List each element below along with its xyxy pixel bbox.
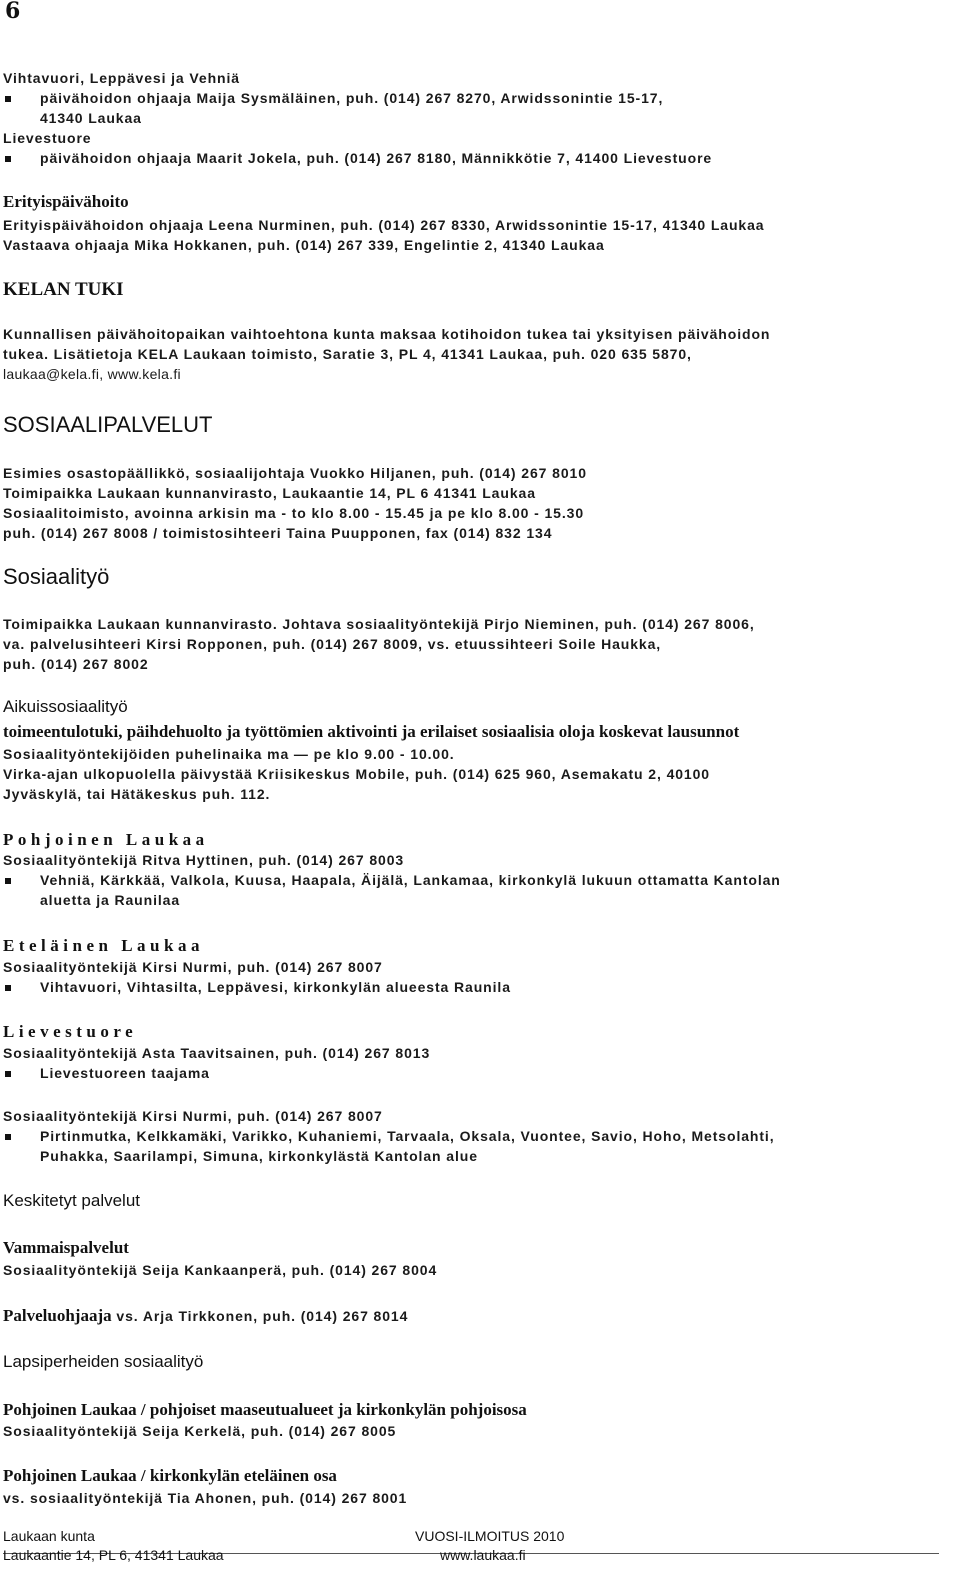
- text-line: Sosiaalityöntekijä Seija Kankaanperä, puh. (014) 267 8004: [3, 1262, 438, 1278]
- text-line: tukea. Lisätietoja KELA Laukaan toimisto, Saratie 3, PL 4, 41341 Laukaa, puh. 020 635 5870,: [3, 346, 692, 362]
- section-heading: Palveluohjaaja: [3, 1306, 112, 1325]
- section-heading: Lapsiperheiden sosiaalityö: [3, 1352, 204, 1371]
- text-line: Toimipaikka Laukaan kunnanvirasto, Laukaantie 14, PL 6 41341 Laukaa: [3, 485, 536, 501]
- text-line: vs. sosiaalityöntekijä Tia Ahonen, puh. (014) 267 8001: [3, 1490, 408, 1506]
- text-line: Pirtinmutka, Kelkkamäki, Varikko, Kuhaniemi, Tarvaala, Oksala, Vuontee, Savio, Hoho, Metsolahti,: [40, 1128, 775, 1144]
- text-line: Esimies osastopäällikkö, sosiaalijohtaja Vuokko Hiljanen, puh. (014) 267 8010: [3, 465, 587, 481]
- text-line: päivähoidon ohjaaja Maarit Jokela, puh. (014) 267 8180, Männikkötie 7, 41400 Lievestuore: [40, 150, 713, 166]
- square-bullet-icon: [5, 1134, 11, 1140]
- text-line: Sosiaalityöntekijä Kirsi Nurmi, puh. (014) 267 8007: [3, 1108, 383, 1124]
- text-line: laukaa@kela.fi, www.kela.fi: [3, 366, 181, 382]
- section-heading: Erityispäivähoito: [3, 192, 129, 211]
- text-line: puh. (014) 267 8008 / toimistosihteeri Taina Puupponen, fax (014) 832 134: [3, 525, 553, 541]
- text-line: Kunnallisen päivähoitopaikan vaihtoehtona kunta maksaa kotihoidon tukea tai yksityisen päivähoidon: [3, 326, 771, 342]
- text-line: Sosiaalitoimisto, avoinna arkisin ma - to klo 8.00 - 15.45 ja pe klo 8.00 - 15.30: [3, 505, 585, 521]
- text-line: Sosiaalityöntekijä Ritva Hyttinen, puh. (014) 267 8003: [3, 852, 405, 868]
- square-bullet-icon: [5, 156, 11, 162]
- text-line: Sosiaalityöntekijä Kirsi Nurmi, puh. (014) 267 8007: [3, 959, 383, 975]
- section-heading: Eteläinen Laukaa: [3, 936, 204, 955]
- section-heading: Keskitetyt palvelut: [3, 1191, 141, 1210]
- text-line: päivähoidon ohjaaja Maija Sysmäläinen, puh. (014) 267 8270, Arwidssonintie 15-17,: [40, 90, 664, 106]
- section-heading: toimeentulotuki, päihdehuolto ja työttömien aktivointi ja erilaiset sosiaalisia oloja koskevat lausunnot: [3, 722, 740, 741]
- text-line: puh. (014) 267 8002: [3, 656, 149, 672]
- text-line: Puhakka, Saarilampi, Simuna, kirkonkylästä Kantolan alue: [40, 1148, 478, 1164]
- square-bullet-icon: [5, 878, 11, 884]
- text-line: Sosiaalityöntekijä Asta Taavitsainen, puh. (014) 267 8013: [3, 1045, 431, 1061]
- footer-org: Laukaan kunta: [3, 1528, 95, 1544]
- footer-website-link[interactable]: www.laukaa.fi: [440, 1547, 526, 1563]
- section-heading: Pohjoinen Laukaa / kirkonkylän eteläinen osa: [3, 1466, 337, 1485]
- text-line: Lievestuoreen taajama: [40, 1065, 210, 1081]
- text-line: Vihtavuori, Leppävesi ja Vehniä: [3, 70, 240, 86]
- text-line: Lievestuore: [3, 130, 92, 146]
- text-line: Vehniä, Kärkkää, Valkola, Kuusa, Haapala, Äijälä, Lankamaa, kirkonkylä lukuun ottamatta Kantolan: [40, 872, 781, 888]
- section-heading: Pohjoinen Laukaa / pohjoiset maaseutualueet ja kirkonkylän pohjoisosa: [3, 1400, 527, 1419]
- square-bullet-icon: [5, 1071, 11, 1077]
- text-line: Vastaava ohjaaja Mika Hokkanen, puh. (014) 267 339, Engelintie 2, 41340 Laukaa: [3, 237, 605, 253]
- text-line: Virka-ajan ulkopuolella päivystää Kriisikeskus Mobile, puh. (014) 625 960, Asemakatu 2, 40100: [3, 766, 710, 782]
- text-line: Vihtavuori, Vihtasilta, Leppävesi, kirkonkylän alueesta Raunila: [40, 979, 511, 995]
- section-heading: Vammaispalvelut: [3, 1238, 129, 1257]
- text-line: Sosiaalityöntekijä Seija Kerkelä, puh. (014) 267 8005: [3, 1423, 397, 1439]
- square-bullet-icon: [5, 96, 11, 102]
- text-line: vs. Arja Tirkkonen, puh. (014) 267 8014: [111, 1308, 409, 1324]
- text-line: Toimipaikka Laukaan kunnanvirasto. Johtava sosiaalityöntekijä Pirjo Nieminen, puh. (014) 267 8006,: [3, 616, 755, 632]
- section-heading: Pohjoinen Laukaa: [3, 830, 209, 849]
- section-heading: Sosiaalityö: [3, 564, 110, 589]
- section-heading: SOSIAALIPALVELUT: [3, 412, 213, 437]
- footer-address: Laukaantie 14, PL 6, 41341 Laukaa: [3, 1547, 224, 1563]
- text-line: Erityispäivähoidon ohjaaja Leena Nurminen, puh. (014) 267 8330, Arwidssonintie 15-17, 41340 Laukaa: [3, 217, 765, 233]
- page-number: 6: [5, 0, 21, 24]
- footer-title: VUOSI-ILMOITUS 2010: [415, 1528, 565, 1544]
- section-heading: Lievestuore: [3, 1022, 138, 1041]
- square-bullet-icon: [5, 985, 11, 991]
- section-heading: KELAN TUKI: [3, 279, 124, 300]
- text-line: 41340 Laukaa: [40, 110, 142, 126]
- text-line: va. palvelusihteeri Kirsi Ropponen, puh. (014) 267 8009, vs. etuussihteeri Soile Haukka,: [3, 636, 662, 652]
- text-line: Jyväskylä, tai Hätäkeskus puh. 112.: [3, 786, 271, 802]
- palveluohjaaja-line: [3, 1306, 408, 1326]
- section-heading: Aikuissosiaalityö: [3, 697, 128, 716]
- text-line: aluetta ja Raunilaa: [40, 892, 181, 908]
- text-line: Sosiaalityöntekijöiden puhelinaika ma — pe klo 9.00 - 10.00.: [3, 746, 455, 762]
